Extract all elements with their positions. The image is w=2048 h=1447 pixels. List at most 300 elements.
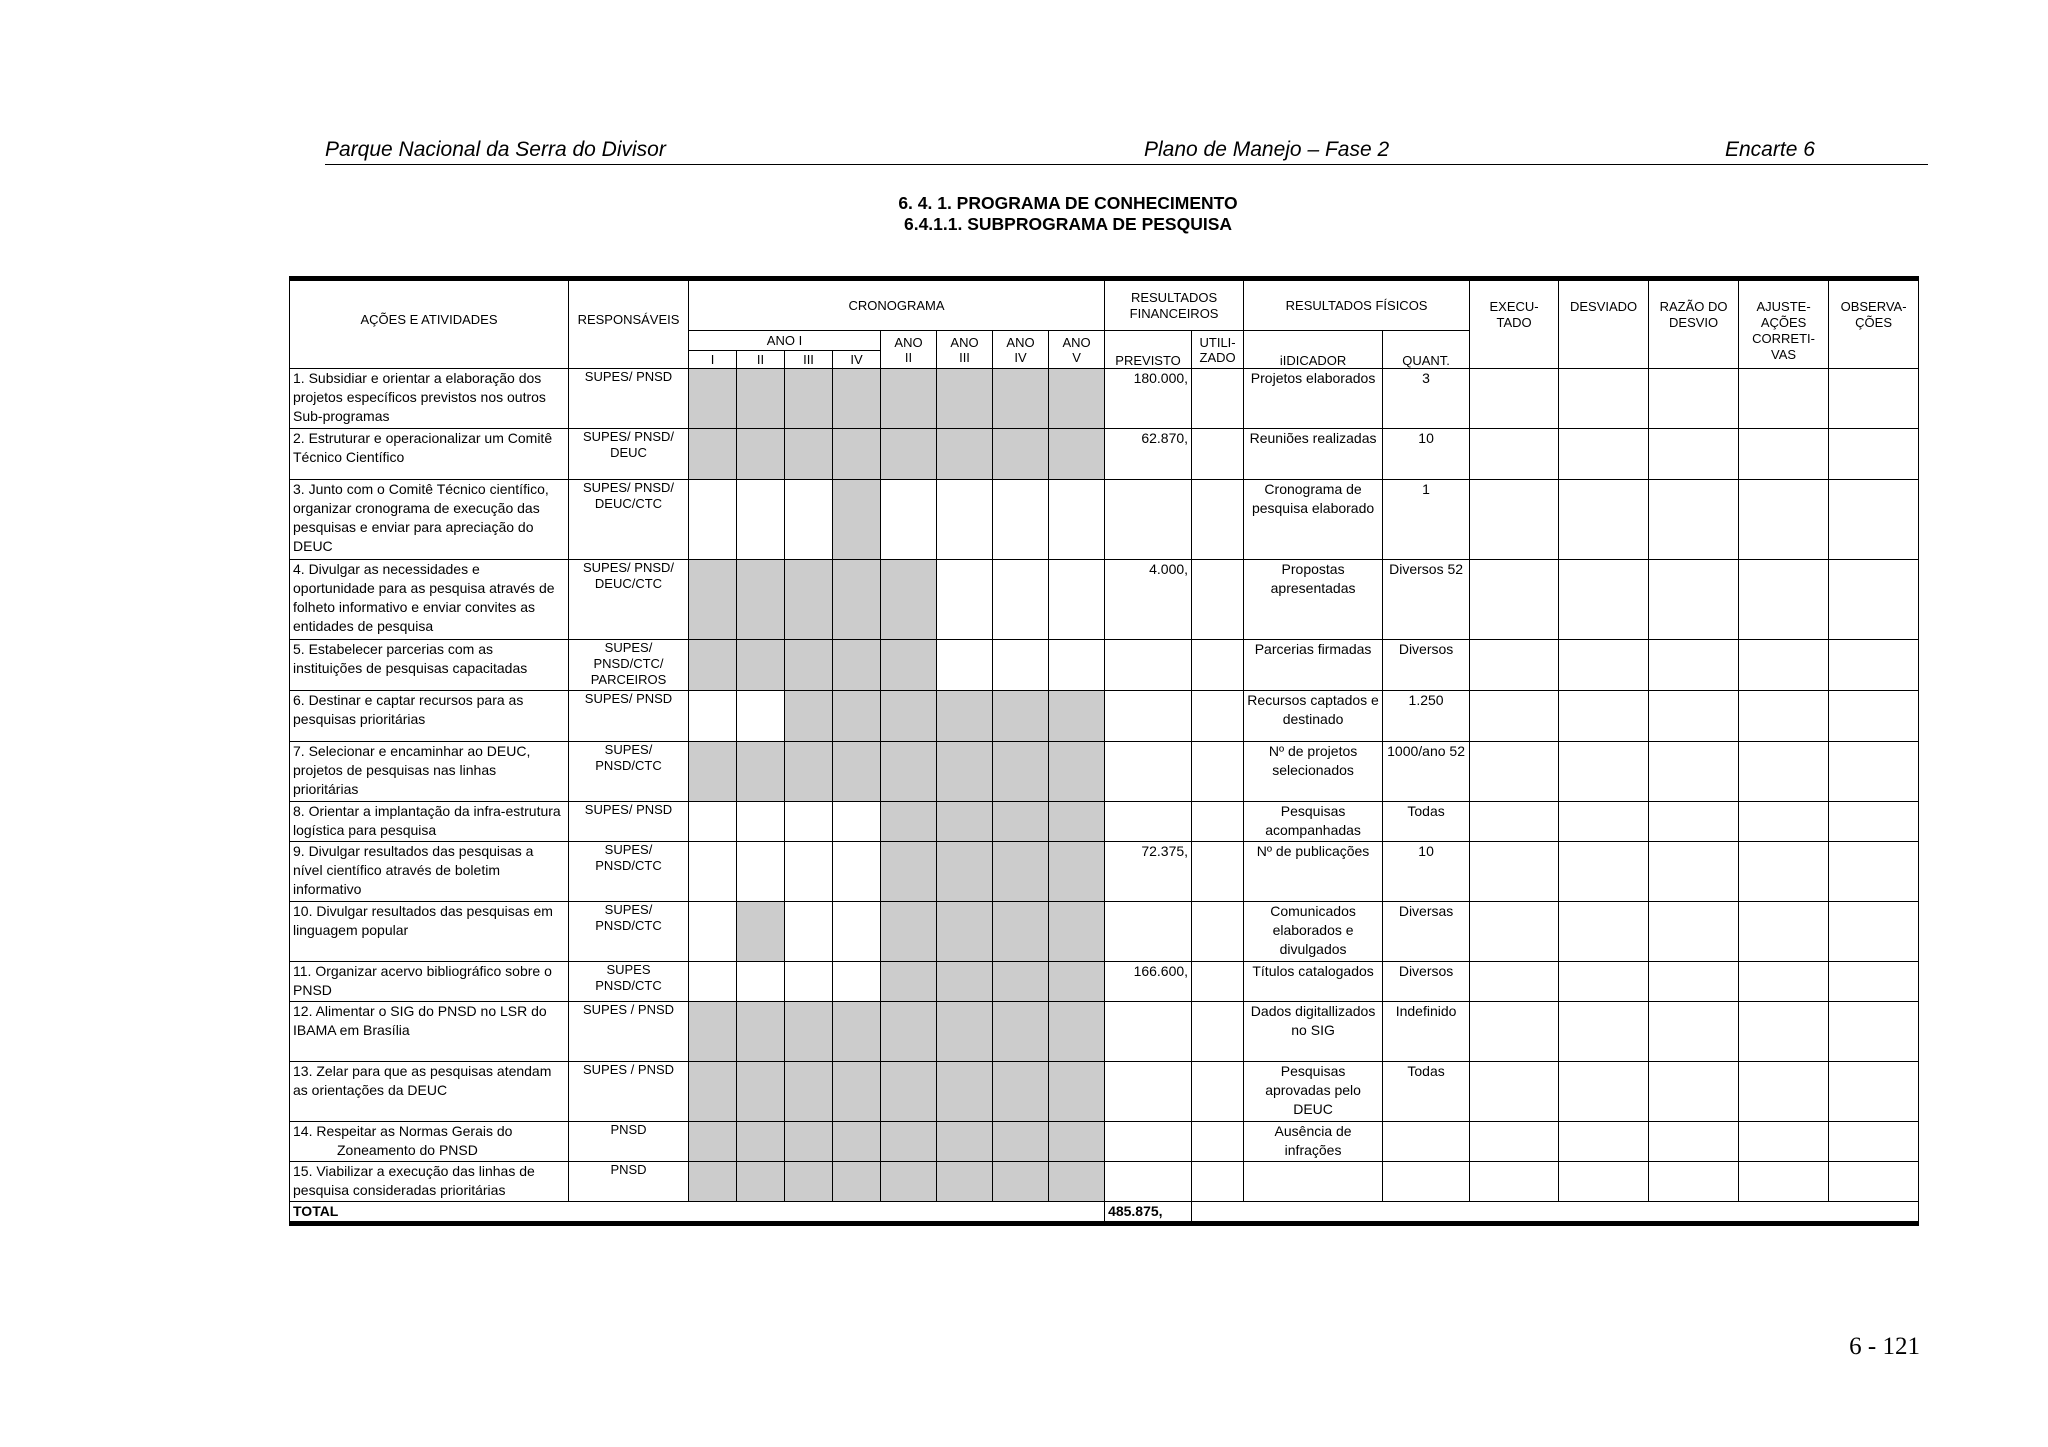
table-row	[290, 640, 1919, 691]
schedule-cell-empty	[937, 640, 993, 691]
schedule-cell-active	[737, 429, 785, 480]
utilizado-cell	[1192, 742, 1244, 802]
table-row	[290, 369, 1919, 429]
subprogram-title: 6.4.1.1. SUBPROGRAMA DE PESQUISA	[903, 214, 1233, 234]
schedule-cell-active	[1049, 962, 1105, 1002]
schedule-cell-empty	[785, 802, 833, 842]
schedule-cell-active	[833, 369, 881, 429]
executado-cell	[1470, 742, 1559, 802]
schedule-cell-active	[937, 802, 993, 842]
observacoes-cell	[1829, 560, 1919, 640]
schedule-cell-active	[937, 369, 993, 429]
ajustes-cell	[1739, 691, 1829, 742]
schedule-cell-active	[689, 1002, 737, 1062]
utilizado-cell	[1192, 1162, 1244, 1202]
total-label: TOTAL	[290, 1202, 1105, 1224]
razao-desvio-cell	[1649, 640, 1739, 691]
table-row	[290, 1122, 1919, 1162]
observacoes-cell	[1829, 802, 1919, 842]
schedule-cell-empty	[737, 962, 785, 1002]
schedule-cell-empty	[785, 962, 833, 1002]
schedule-cell-active	[1049, 1122, 1105, 1162]
schedule-cell-active	[785, 1002, 833, 1062]
desviado-cell	[1559, 962, 1649, 1002]
desviado-cell	[1559, 1002, 1649, 1062]
schedule-cell-empty	[737, 802, 785, 842]
razao-desvio-cell	[1649, 842, 1739, 902]
schedule-cell-active	[881, 691, 937, 742]
schedule-cell-active	[689, 1122, 737, 1162]
utilizado-cell	[1192, 369, 1244, 429]
desviado-cell	[1559, 902, 1649, 962]
executado-cell	[1470, 842, 1559, 902]
acao-cell: 4. Divulgar as necessidades e oportunidade para as pesquisa através de folheto informativo e enviar convites as entidades de pesquisa	[290, 560, 569, 640]
razao-desvio-cell	[1649, 429, 1739, 480]
schedule-cell-active	[993, 429, 1049, 480]
schedule-cell-empty	[833, 842, 881, 902]
ajustes-cell	[1739, 1062, 1829, 1122]
schedule-cell-active	[881, 429, 937, 480]
ajustes-cell	[1739, 962, 1829, 1002]
schedule-cell-active	[785, 1162, 833, 1202]
schedule-cell-active	[689, 429, 737, 480]
col-resultados-financeiros-header: RESULTADOS FINANCEIROS	[1105, 279, 1244, 331]
schedule-cell-active	[833, 1162, 881, 1202]
schedule-cell-active	[993, 369, 1049, 429]
previsto-cell	[1105, 640, 1192, 691]
razao-desvio-cell	[1649, 369, 1739, 429]
responsavel-cell: SUPES/ PNSD/CTC/ PARCEIROS	[569, 640, 689, 691]
previsto-cell	[1105, 691, 1192, 742]
schedule-cell-active	[993, 842, 1049, 902]
schedule-cell-active	[881, 560, 937, 640]
razao-desvio-cell	[1649, 480, 1739, 560]
acao-cell: 12. Alimentar o SIG do PNSD no LSR do IBAMA em Brasília	[290, 1002, 569, 1062]
schedule-cell-active	[1049, 742, 1105, 802]
quant-cell: 1000/ano 52	[1383, 742, 1470, 802]
quant-cell: Diversos 52	[1383, 560, 1470, 640]
schedule-cell-active	[785, 560, 833, 640]
header-section: Encarte 6	[1725, 138, 1815, 161]
schedule-cell-empty	[689, 691, 737, 742]
schedule-cell-active	[881, 902, 937, 962]
indicador-cell: Comunicados elaborados e divulgados	[1244, 902, 1383, 962]
schedule-cell-active	[881, 962, 937, 1002]
observacoes-cell	[1829, 1002, 1919, 1062]
col-q4-header: IV	[833, 351, 881, 369]
schedule-cell-active	[737, 369, 785, 429]
executado-cell	[1470, 1002, 1559, 1062]
observacoes-cell	[1829, 480, 1919, 560]
observacoes-cell	[1829, 691, 1919, 742]
schedule-cell-active	[937, 962, 993, 1002]
schedule-cell-empty	[737, 842, 785, 902]
table-row	[290, 962, 1919, 1002]
executado-cell	[1470, 902, 1559, 962]
responsavel-cell: PNSD	[569, 1162, 689, 1202]
acao-cell: 11. Organizar acervo bibliográfico sobre o PNSD	[290, 962, 569, 1002]
header-plan-phase: Plano de Manejo – Fase 2	[1144, 138, 1390, 161]
col-cronograma-header: CRONOGRAMA	[689, 279, 1105, 331]
indicador-cell: Reuniões realizadas	[1244, 429, 1383, 480]
indicador-cell: Pesquisas acompanhadas	[1244, 802, 1383, 842]
schedule-cell-empty	[785, 902, 833, 962]
previsto-cell	[1105, 742, 1192, 802]
executado-cell	[1470, 429, 1559, 480]
col-observacoes-header: OBSERVA-ÇÕES	[1829, 279, 1919, 369]
desviado-cell	[1559, 1122, 1649, 1162]
table-row	[290, 1002, 1919, 1062]
col-executado-header: EXECU-TADO	[1470, 279, 1559, 369]
schedule-cell-active	[1049, 1002, 1105, 1062]
schedule-cell-empty	[993, 640, 1049, 691]
schedule-cell-active	[1049, 1062, 1105, 1122]
ajustes-cell	[1739, 902, 1829, 962]
table-row	[290, 480, 1919, 560]
utilizado-cell	[1192, 560, 1244, 640]
col-quant-header: QUANT.	[1383, 331, 1470, 369]
quant-cell: Diversos	[1383, 640, 1470, 691]
schedule-cell-active	[993, 802, 1049, 842]
previsto-cell	[1105, 902, 1192, 962]
observacoes-cell	[1829, 1162, 1919, 1202]
schedule-cell-active	[737, 1062, 785, 1122]
schedule-cell-active	[881, 1002, 937, 1062]
schedule-cell-active	[937, 1122, 993, 1162]
acao-cell: 10. Divulgar resultados das pesquisas em linguagem popular	[290, 902, 569, 962]
desviado-cell	[1559, 640, 1649, 691]
responsavel-cell: SUPES / PNSD	[569, 1002, 689, 1062]
col-utilizado-header: UTILI-ZADO	[1192, 331, 1244, 369]
observacoes-cell	[1829, 842, 1919, 902]
indicador-cell: Títulos catalogados	[1244, 962, 1383, 1002]
responsavel-cell: SUPES/ PNSD/ DEUC/CTC	[569, 480, 689, 560]
ajustes-cell	[1739, 802, 1829, 842]
schedule-cell-empty	[689, 902, 737, 962]
responsavel-cell: SUPES PNSD/CTC	[569, 962, 689, 1002]
schedule-cell-empty	[937, 560, 993, 640]
utilizado-cell	[1192, 1122, 1244, 1162]
ajustes-cell	[1739, 1162, 1829, 1202]
ajustes-cell	[1739, 1122, 1829, 1162]
acao-cell: 6. Destinar e captar recursos para as pesquisas prioritárias	[290, 691, 569, 742]
acao-cell: 13. Zelar para que as pesquisas atendam as orientações da DEUC	[290, 1062, 569, 1122]
col-resultados-fisicos-header: RESULTADOS FÍSICOS	[1244, 279, 1470, 331]
schedule-cell-empty	[881, 480, 937, 560]
ajustes-cell	[1739, 640, 1829, 691]
schedule-cell-active	[689, 742, 737, 802]
schedule-cell-empty	[833, 802, 881, 842]
observacoes-cell	[1829, 902, 1919, 962]
table-row	[290, 429, 1919, 480]
col-responsaveis-header: RESPONSÁVEIS	[569, 279, 689, 369]
responsavel-cell: SUPES/ PNSD	[569, 691, 689, 742]
indicador-cell: Nº de publicações	[1244, 842, 1383, 902]
razao-desvio-cell	[1649, 802, 1739, 842]
indicador-cell: Recursos captados e destinado	[1244, 691, 1383, 742]
schedule-cell-active	[1049, 369, 1105, 429]
responsavel-cell: SUPES/ PNSD	[569, 369, 689, 429]
schedule-cell-active	[881, 1162, 937, 1202]
schedule-cell-active	[993, 1122, 1049, 1162]
schedule-cell-active	[785, 691, 833, 742]
indicador-cell: Ausência de infrações	[1244, 1122, 1383, 1162]
razao-desvio-cell	[1649, 1062, 1739, 1122]
running-header	[325, 136, 1928, 165]
schedule-cell-active	[833, 480, 881, 560]
schedule-cell-empty	[833, 902, 881, 962]
acao-cell: 1. Subsidiar e orientar a elaboração dos projetos específicos previstos nos outros Sub-programas	[290, 369, 569, 429]
utilizado-cell	[1192, 480, 1244, 560]
schedule-cell-active	[785, 1062, 833, 1122]
responsavel-cell: SUPES/ PNSD/ DEUC/CTC	[569, 560, 689, 640]
schedule-cell-active	[689, 369, 737, 429]
schedule-cell-active	[937, 1162, 993, 1202]
col-ano5-header: ANO V	[1049, 331, 1105, 369]
responsavel-cell: SUPES/ PNSD/CTC	[569, 842, 689, 902]
schedule-cell-active	[937, 742, 993, 802]
col-ano2-header: ANO II	[881, 331, 937, 369]
quant-cell: 1.250	[1383, 691, 1470, 742]
razao-desvio-cell	[1649, 742, 1739, 802]
executado-cell	[1470, 369, 1559, 429]
razao-desvio-cell	[1649, 902, 1739, 962]
desviado-cell	[1559, 560, 1649, 640]
schedule-cell-active	[785, 369, 833, 429]
schedule-cell-active	[737, 1122, 785, 1162]
schedule-cell-active	[993, 691, 1049, 742]
utilizado-cell	[1192, 802, 1244, 842]
col-ano3-header: ANO III	[937, 331, 993, 369]
ajustes-cell	[1739, 742, 1829, 802]
quant-cell: Todas	[1383, 802, 1470, 842]
schedule-cell-active	[1049, 842, 1105, 902]
previsto-cell: 72.375,	[1105, 842, 1192, 902]
responsavel-cell: SUPES / PNSD	[569, 1062, 689, 1122]
desviado-cell	[1559, 369, 1649, 429]
schedule-cell-empty	[689, 962, 737, 1002]
schedule-cell-empty	[937, 480, 993, 560]
col-desviado-header: DESVIADO	[1559, 279, 1649, 369]
table-row	[290, 902, 1919, 962]
acao-text: 14. Respeitar as Normas Gerais do	[293, 1123, 513, 1139]
schedule-cell-active	[785, 640, 833, 691]
desviado-cell	[1559, 429, 1649, 480]
total-previsto: 485.875,	[1105, 1202, 1192, 1224]
ajustes-cell	[1739, 1002, 1829, 1062]
executado-cell	[1470, 691, 1559, 742]
observacoes-cell	[1829, 429, 1919, 480]
desviado-cell	[1559, 842, 1649, 902]
razao-desvio-cell	[1649, 1002, 1739, 1062]
col-q1-header: I	[689, 351, 737, 369]
quant-cell: 1	[1383, 480, 1470, 560]
schedule-cell-active	[833, 560, 881, 640]
ajustes-cell	[1739, 480, 1829, 560]
schedule-cell-empty	[737, 480, 785, 560]
schedule-cell-active	[833, 1122, 881, 1162]
previsto-cell	[1105, 1002, 1192, 1062]
observacoes-cell	[1829, 369, 1919, 429]
schedule-cell-active	[881, 1122, 937, 1162]
page-number: 6 - 121	[1849, 1333, 1920, 1360]
schedule-cell-empty	[1049, 640, 1105, 691]
quant-cell: 10	[1383, 429, 1470, 480]
schedule-cell-active	[937, 842, 993, 902]
utilizado-cell	[1192, 1062, 1244, 1122]
ajustes-cell	[1739, 369, 1829, 429]
previsto-cell	[1105, 480, 1192, 560]
schedule-cell-active	[881, 802, 937, 842]
table-row	[290, 1162, 1919, 1202]
acao-cell: 9. Divulgar resultados das pesquisas a nível científico através de boletim informativo	[290, 842, 569, 902]
table-row	[290, 1062, 1919, 1122]
previsto-cell	[1105, 1162, 1192, 1202]
schedule-cell-active	[689, 640, 737, 691]
acao-text-continuation: Zoneamento do PNSD	[337, 1142, 478, 1158]
schedule-cell-active	[689, 1062, 737, 1122]
utilizado-cell	[1192, 640, 1244, 691]
quant-cell: Diversas	[1383, 902, 1470, 962]
table-row	[290, 560, 1919, 640]
total-row	[290, 1202, 1919, 1224]
header-document-title: Parque Nacional da Serra do Divisor	[325, 138, 666, 161]
indicador-cell: Pesquisas aprovadas pelo DEUC	[1244, 1062, 1383, 1122]
quant-cell: 3	[1383, 369, 1470, 429]
schedule-cell-active	[689, 1162, 737, 1202]
schedule-cell-active	[1049, 902, 1105, 962]
responsavel-cell: PNSD	[569, 1122, 689, 1162]
col-ano1-header: ANO I	[689, 331, 881, 351]
indicador-cell: Propostas apresentadas	[1244, 560, 1383, 640]
quant-cell: Indefinido	[1383, 1002, 1470, 1062]
schedule-cell-active	[881, 1062, 937, 1122]
schedule-cell-active	[737, 640, 785, 691]
schedule-cell-active	[993, 1002, 1049, 1062]
utilizado-cell	[1192, 1002, 1244, 1062]
quant-cell: Diversos	[1383, 962, 1470, 1002]
schedule-cell-active	[881, 640, 937, 691]
razao-desvio-cell	[1649, 1122, 1739, 1162]
table-row	[290, 802, 1919, 842]
utilizado-cell	[1192, 842, 1244, 902]
schedule-cell-empty	[737, 691, 785, 742]
schedule-cell-empty	[689, 842, 737, 902]
schedule-cell-empty	[1049, 560, 1105, 640]
table-row	[290, 691, 1919, 742]
schedule-cell-active	[1049, 1162, 1105, 1202]
acao-cell: 2. Estruturar e operacionalizar um Comitê Técnico Científico	[290, 429, 569, 480]
utilizado-cell	[1192, 429, 1244, 480]
previsto-cell: 4.000,	[1105, 560, 1192, 640]
acao-cell: 8. Orientar a implantação da infra-estrutura logística para pesquisa	[290, 802, 569, 842]
observacoes-cell	[1829, 640, 1919, 691]
executado-cell	[1470, 560, 1559, 640]
utilizado-cell	[1192, 902, 1244, 962]
schedule-cell-active	[881, 842, 937, 902]
desviado-cell	[1559, 802, 1649, 842]
schedule-cell-active	[785, 1122, 833, 1162]
schedule-cell-active	[785, 429, 833, 480]
indicador-cell	[1244, 1162, 1383, 1202]
observacoes-cell	[1829, 1122, 1919, 1162]
col-ajustes-header: AJUSTE-AÇÕES CORRETI-VAS	[1739, 279, 1829, 369]
previsto-cell	[1105, 802, 1192, 842]
schedule-cell-empty	[785, 480, 833, 560]
schedule-cell-active	[689, 560, 737, 640]
schedule-cell-active	[1049, 802, 1105, 842]
desviado-cell	[1559, 480, 1649, 560]
schedule-cell-active	[881, 369, 937, 429]
schedule-cell-active	[937, 902, 993, 962]
previsto-cell	[1105, 1062, 1192, 1122]
col-acoes-header: AÇÕES E ATIVIDADES	[290, 279, 569, 369]
schedule-cell-empty	[785, 842, 833, 902]
responsavel-cell: SUPES/ PNSD/ DEUC	[569, 429, 689, 480]
schedule-cell-active	[937, 1062, 993, 1122]
acao-cell: 5. Estabelecer parcerias com as instituições de pesquisas capacitadas	[290, 640, 569, 691]
schedule-cell-empty	[689, 480, 737, 560]
previsto-cell	[1105, 1122, 1192, 1162]
quant-cell	[1383, 1162, 1470, 1202]
ajustes-cell	[1739, 842, 1829, 902]
acao-cell: 15. Viabilizar a execução das linhas de pesquisa consideradas prioritárias	[290, 1162, 569, 1202]
acao-cell: 7. Selecionar e encaminhar ao DEUC, projetos de pesquisas nas linhas prioritárias	[290, 742, 569, 802]
desviado-cell	[1559, 1062, 1649, 1122]
schedule-cell-active	[993, 1162, 1049, 1202]
previsto-cell: 180.000,	[1105, 369, 1192, 429]
razao-desvio-cell	[1649, 560, 1739, 640]
schedule-cell-active	[833, 640, 881, 691]
executado-cell	[1470, 962, 1559, 1002]
schedule-cell-active	[737, 560, 785, 640]
col-q2-header: II	[737, 351, 785, 369]
schedule-cell-empty	[1049, 480, 1105, 560]
executado-cell	[1470, 1062, 1559, 1122]
acao-cell	[290, 1122, 569, 1162]
razao-desvio-cell	[1649, 962, 1739, 1002]
col-ano4-header: ANO IV	[993, 331, 1049, 369]
ajustes-cell	[1739, 560, 1829, 640]
previsto-cell: 62.870,	[1105, 429, 1192, 480]
schedule-cell-empty	[993, 480, 1049, 560]
schedule-cell-active	[993, 902, 1049, 962]
responsavel-cell: SUPES/ PNSD/CTC	[569, 902, 689, 962]
previsto-cell: 166.600,	[1105, 962, 1192, 1002]
table-row	[290, 742, 1919, 802]
schedule-cell-empty	[689, 802, 737, 842]
schedule-cell-active	[833, 429, 881, 480]
indicador-cell: Cronograma de pesquisa elaborado	[1244, 480, 1383, 560]
executado-cell	[1470, 802, 1559, 842]
indicador-cell: Nº de projetos selecionados	[1244, 742, 1383, 802]
desviado-cell	[1559, 1162, 1649, 1202]
executado-cell	[1470, 1162, 1559, 1202]
schedule-cell-active	[737, 742, 785, 802]
col-razao-desvio-header: RAZÃO DO DESVIO	[1649, 279, 1739, 369]
table-row	[290, 842, 1919, 902]
schedule-cell-active	[833, 742, 881, 802]
responsavel-cell: SUPES/ PNSD/CTC	[569, 742, 689, 802]
research-subprogram-table	[289, 276, 1919, 1226]
observacoes-cell	[1829, 742, 1919, 802]
schedule-cell-active	[937, 429, 993, 480]
schedule-cell-active	[937, 691, 993, 742]
observacoes-cell	[1829, 1062, 1919, 1122]
total-empty	[1192, 1202, 1919, 1224]
indicador-cell: Dados digitallizados no SIG	[1244, 1002, 1383, 1062]
schedule-cell-active	[993, 1062, 1049, 1122]
